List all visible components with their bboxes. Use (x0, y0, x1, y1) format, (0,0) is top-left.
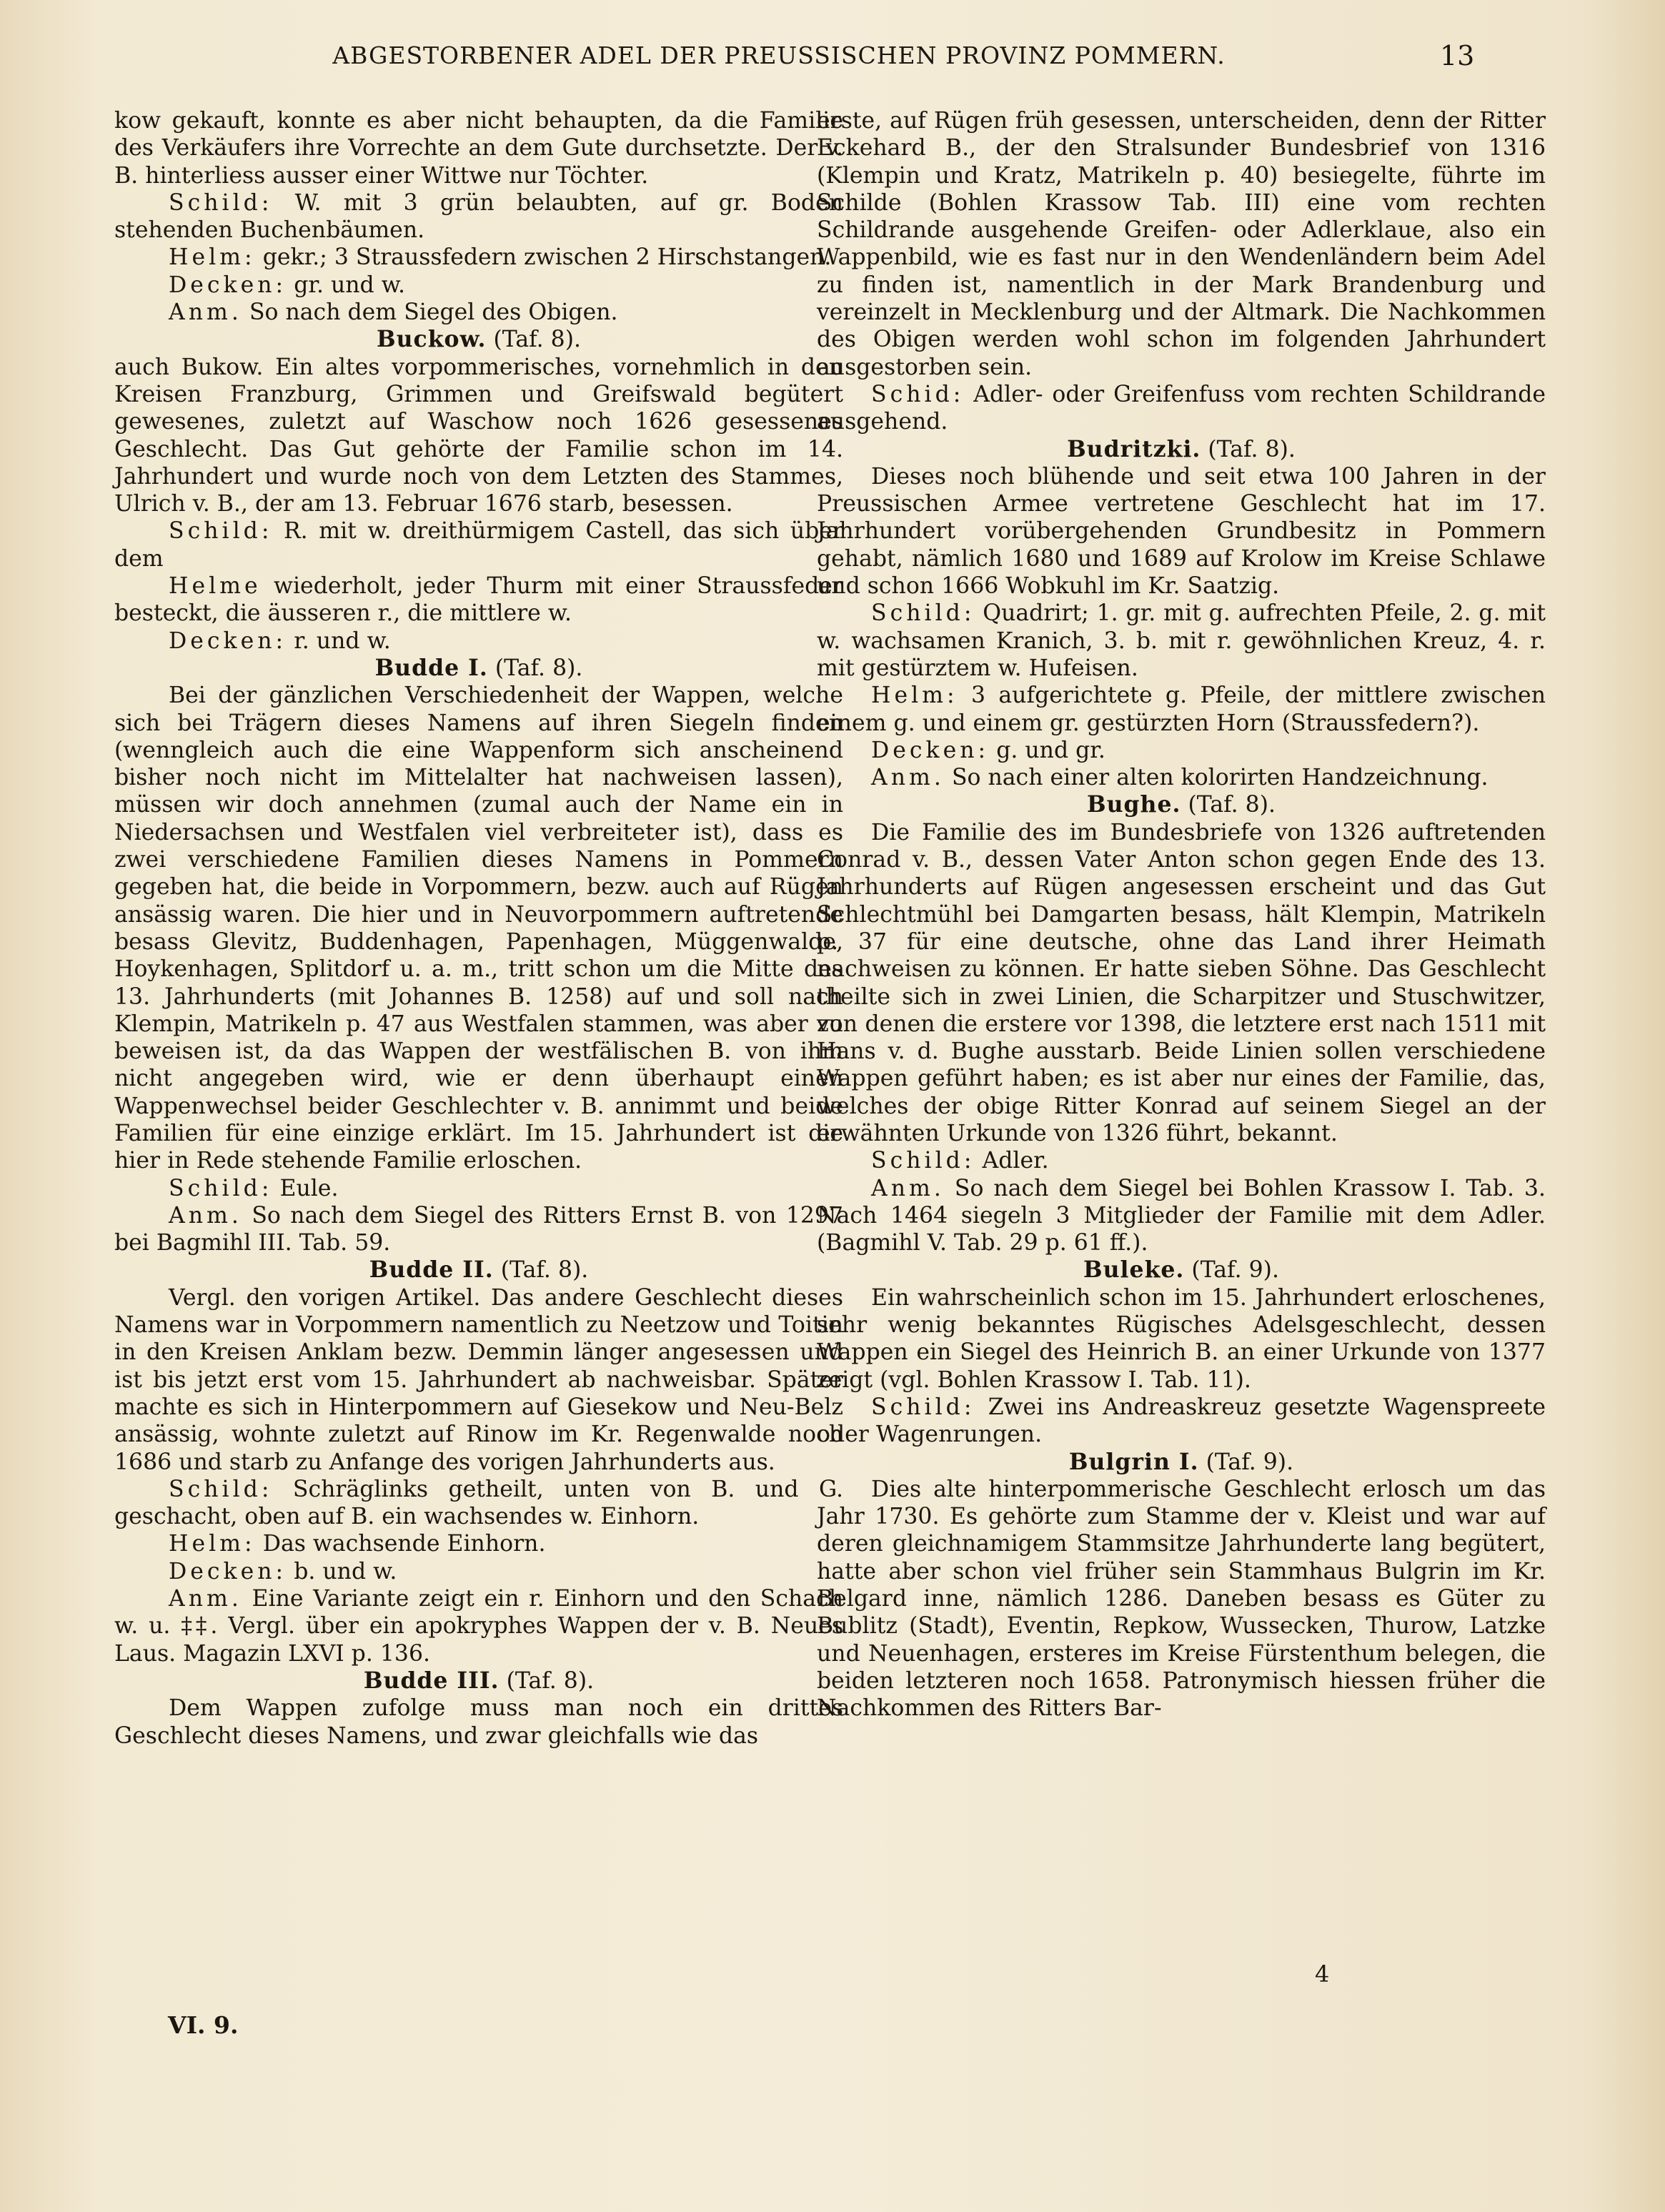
paragraph (114, 1202, 843, 1257)
entry-heading (114, 1256, 843, 1284)
sheet-number: 4 (1315, 1960, 1330, 1988)
field-label: Anm. (871, 765, 945, 791)
field-text: Zwei ins Andreaskreuz gesetzte Wagenspreete oder Wagenrungen. (817, 1394, 1546, 1448)
field-label: Anm. (871, 1175, 945, 1201)
field-label: Helm: (871, 683, 958, 709)
field-text: So nach dem Siegel des Ritters Ernst B. von 1297 bei Bagmihl III. Tab. 59. (114, 1202, 843, 1256)
entry-name: Budde III. (363, 1667, 500, 1694)
paragraph (817, 737, 1546, 764)
field-text: R. mit w. dreithürmigem Castell, das sich über dem (114, 518, 843, 572)
entry-name: Bughe. (1086, 791, 1181, 818)
paragraph (817, 682, 1546, 737)
field-label: Decken: (169, 272, 287, 298)
plate-reference: (Taf. 8). (500, 1257, 589, 1284)
paragraph: Dies alte hinterpommerische Geschlecht erlosch um das Jahr 1730. Es gehörte zum Stamme der v. Kleist und war auf deren gleichnamigem Stammsitze Jahrhunderte lang begütert, hatte aber schon viel früher sein Stammhaus Bulgrin im Kr. Belgard inne, nämlich 1286. Daneben besass es Güter zu Bublitz (Stadt), Eventin, Repkow, Wussecken, Thurow, Latzke und Neuenhagen, ersteres im Kreise Fürstenthum belegen, die beiden letzteren noch 1658. Patronymisch hiessen früher die Nachkommen des Ritters Bar- (817, 1476, 1546, 1722)
paragraph: kow gekauft, konnte es aber nicht behaupten, da die Familie des Verkäufers ihre Vorrechte an dem Gute durchsetzte. Der v. B. hinterliess ausser einer Wittwe nur Töchter. (114, 108, 843, 189)
plate-reference: (Taf. 8). (1208, 436, 1296, 462)
paragraph (817, 1394, 1546, 1449)
field-text: So nach dem Siegel des Obigen. (249, 299, 618, 326)
field-label: Schild: (871, 1394, 975, 1420)
entry-heading (114, 326, 843, 353)
entry-name: Buleke. (1083, 1256, 1185, 1284)
paragraph (114, 244, 843, 271)
paragraph (114, 272, 843, 299)
field-text: gekr.; 3 Straussfedern zwischen 2 Hirschstangen. (262, 244, 832, 271)
paragraph (114, 1585, 843, 1667)
plate-reference: (Taf. 8). (494, 655, 583, 681)
entry-name: Budritzki. (1067, 435, 1201, 462)
field-text: Adler- oder Greifenfuss vom rechten Schildrande ausgehend. (817, 381, 1546, 435)
field-label: Anm. (169, 1202, 242, 1229)
field-label: Schild: (169, 189, 273, 216)
field-text: 3 aufgerichtete g. Pfeile, der mittlere zwischen einem g. und einem gr. gestürzten Horn (Straussfedern?). (817, 683, 1546, 736)
plate-reference: (Taf. 8). (493, 327, 582, 353)
field-label: Helm: (169, 244, 256, 271)
paragraph: Dieses noch blühende und seit etwa 100 Jahren in der Preussischen Armee vertretene Geschlecht hat im 17. Jahrhundert vorübergehenden Grundbesitz in Pommern gehabt, nämlich 1680 und 1689 auf Krolow im Kreise Schlawe und schon 1666 Wobkuhl im Kr. Saatzig. (817, 463, 1546, 600)
paragraph: Dem Wappen zufolge muss man noch ein drittes Geschlecht dieses Namens, und zwar gleichfalls wie das (114, 1695, 843, 1749)
paragraph: Ein wahrscheinlich schon im 15. Jahrhundert erloschenes, sehr wenig bekanntes Rügisches Adelsgeschlecht, dessen Wappen ein Siegel des Heinrich B. an einer Urkunde von 1377 zeigt (vgl. Bohlen Krassow I. Tab. 11). (817, 1284, 1546, 1393)
paragraph (114, 572, 843, 628)
field-text: wiederholt, jeder Thurm mit einer Straussfeder besteckt, die äusseren r., die mittlere w. (114, 573, 844, 627)
field-label: Schild: (871, 1148, 975, 1174)
plate-reference: (Taf. 9). (1206, 1449, 1294, 1475)
field-text: Eine Variante zeigt ein r. Einhorn und den Schach w. u. ‡‡. Vergl. über ein apokryphes Wappen der v. B. Neues Laus. Magazin LXVI p. 136. (114, 1586, 843, 1667)
running-header: ABGESTORBENER ADEL DER PREUSSISCHEN PROVINZ POMMERN. (332, 41, 1226, 69)
plate-reference: (Taf. 8). (506, 1667, 595, 1694)
field-label: Anm. (169, 299, 242, 326)
paragraph: Vergl. den vorigen Artikel. Das andere Geschlecht dieses Namens war in Vorpommern namentlich zu Neetzow und Toitin in den Kreisen Anklam bezw. Demmin länger angesessen und ist bis jetzt erst vom 15. Jahrhundert ab nachweisbar. Später machte es sich in Hinterpommern auf Giesekow und Neu-Belz ansässig, wohnte zuletzt auf Rinow im Kr. Regenwalde noch 1686 und starb zu Anfange des vorigen Jahrhunderts aus. (114, 1284, 843, 1475)
paragraph (114, 1558, 843, 1585)
paragraph (817, 600, 1546, 682)
field-text: Eule. (279, 1175, 339, 1201)
paragraph (114, 1476, 843, 1531)
right-column (817, 107, 1546, 1722)
field-text: W. mit 3 grün belaubten, auf gr. Boden stehenden Buchenbäumen. (114, 189, 843, 244)
paragraph (817, 381, 1546, 436)
paragraph (114, 628, 843, 655)
paragraph: auch Bukow. Ein altes vorpommerisches, vornehmlich in den Kreisen Franzburg, Grimmen und Greifswald begütert gewesenes, zuletzt auf Waschow noch 1626 gesessenes Geschlecht. Das Gut gehörte der Familie schon im 14. Jahrhundert und wurde noch von dem Letzten des Stammes, Ulrich v. B., der am 13. Februar 1676 starb, besessen. (114, 354, 843, 517)
entry-name: Bulgrin I. (1068, 1448, 1199, 1475)
paragraph (114, 517, 843, 572)
entry-name: Buckow. (376, 326, 487, 353)
field-label: Schild: (169, 518, 273, 545)
field-text: Quadrirt; 1. gr. mit g. aufrechten Pfeile, 2. g. mit w. wachsamen Kranich, 3. b. mit r. gewöhnlichen Kreuz, 4. r. mit gestürztem w. Hufeisen. (817, 600, 1546, 681)
plate-reference: (Taf. 8). (1188, 792, 1276, 818)
field-label: Schild: (871, 600, 975, 627)
field-label: Schild: (169, 1175, 273, 1201)
paragraph (114, 189, 843, 244)
paragraph (114, 299, 843, 326)
field-text: So nach einer alten kolorirten Handzeichnung. (951, 765, 1488, 791)
plate-reference: (Taf. 9). (1191, 1257, 1279, 1284)
entry-heading (817, 791, 1546, 818)
field-text: Schräglinks getheilt, unten von B. und G. geschacht, oben auf B. ein wachsendes w. Einhorn. (114, 1476, 844, 1530)
paragraph (817, 764, 1546, 791)
paragraph: Die Familie des im Bundesbriefe von 1326 auftretenden Conrad v. B., dessen Vater Anton schon gegen Ende des 13. Jahrhunderts auf Rügen angesessen erscheint und das Gut Schlechtmühl bei Damgarten besass, hält Klempin, Matrikeln p. 37 für eine deutsche, ohne das Land ihrer Heimath nachweisen zu können. Er hatte sieben Söhne. Das Geschlecht theilte sich in zwei Linien, die Scharpitzer und Stuschwitzer, von denen die erstere vor 1398, die letztere erst nach 1511 mit Hans v. d. Bughe ausstarb. Beide Linien sollen verschiedene Wappen geführt haben; es ist aber nur eines der Familie, das, welches der obige Ritter Konrad auf seinem Siegel an der erwähnten Urkunde von 1326 führt, bekannt. (817, 819, 1546, 1146)
paragraph: erste, auf Rügen früh gesessen, unterscheiden, denn der Ritter Eckehard B., der den Stralsunder Bundesbrief von 1316 (Klempin und Kratz, Matrikeln p. 40) besiegelte, führte im Schilde (Bohlen Krassow Tab. III) eine vom rechten Schildrande ausgehende Greifen- oder Adlerklaue, also ein Wappenbild, wie es fast nur in den Wendenländern beim Adel zu finden ist, namentlich in der Mark Brandenburg und vereinzelt in Mecklenburg und der Altmark. Die Nachkommen des Obigen werden wohl schon im folgenden Jahrhundert ausgestorben sein. (817, 108, 1546, 380)
field-label: Decken: (871, 737, 990, 763)
field-label: Anm. (169, 1586, 242, 1612)
entry-name: Budde II. (369, 1256, 494, 1284)
paragraph (817, 1175, 1546, 1257)
field-label: Schild: (169, 1476, 273, 1502)
signature-mark: VI. 9. (168, 2011, 239, 2039)
page-number: 13 (1440, 40, 1475, 71)
entry-heading (817, 1256, 1546, 1284)
entry-heading (817, 436, 1546, 463)
field-label: Schid: (871, 381, 965, 407)
field-label: Helme (169, 573, 262, 600)
field-label: Decken: (169, 628, 287, 654)
field-text: r. und w. (294, 628, 391, 654)
left-column (114, 107, 843, 1750)
entry-name: Budde I. (374, 654, 488, 681)
paragraph: Bei der gänzlichen Verschiedenheit der Wappen, welche sich bei Trägern dieses Namens auf ihren Siegeln finden (wenngleich auch die eine Wappenform sich anscheinend bisher noch nicht im Mittelalter hat nachweisen lassen), müssen wir doch annehmen (zumal auch der Name ein in Niedersachsen und Westfalen viel verbreiteter ist), dass es zwei verschiedene Familien dieses Namens in Pommern gegeben hat, die beide in Vorpommern, bezw. auch auf Rügen ansässig waren. Die hier und in Neuvorpommern auftretende besass Glevitz, Buddenhagen, Papenhagen, Müggenwalde, Hoykenhagen, Splitdorf u. a. m., tritt schon um die Mitte des 13. Jahrhunderts (mit Johannes B. 1258) auf und soll nach Klempin, Matrikeln p. 47 aus Westfalen stammen, was aber zu beweisen ist, da das Wappen der westfälischen B. von ihm nicht angegeben wird, wie er denn überhaupt einen Wappenwechsel beider Geschlechter v. B. annimmt und beide Familien für eine einzige erklärt. Im 15. Jahrhundert ist die hier in Rede stehende Familie erloschen. (114, 683, 843, 1174)
field-text: b. und w. (294, 1558, 397, 1584)
paragraph (114, 1530, 843, 1557)
field-text: So nach dem Siegel bei Bohlen Krassow I. Tab. 3. Nach 1464 siegeln 3 Mitglieder der Familie mit dem Adler. (Bagmihl V. Tab. 29 p. 61 ff.). (817, 1175, 1546, 1256)
field-text: gr. und w. (294, 272, 405, 298)
field-label: Helm: (169, 1531, 256, 1557)
paragraph (817, 1147, 1546, 1174)
entry-heading (817, 1449, 1546, 1476)
field-text: g. und gr. (996, 737, 1105, 763)
field-label: Decken: (169, 1558, 287, 1584)
entry-heading (114, 1667, 843, 1695)
field-text: Das wachsende Einhorn. (262, 1531, 546, 1557)
entry-heading (114, 655, 843, 682)
field-text: Adler. (982, 1148, 1049, 1174)
paragraph (114, 1175, 843, 1202)
